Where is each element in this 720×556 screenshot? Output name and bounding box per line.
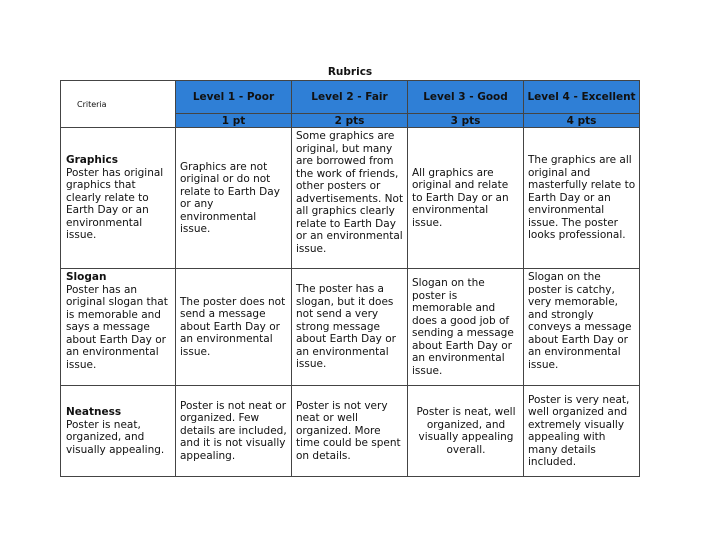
level-1-header: Level 1 - Poor <box>176 81 292 114</box>
criterion-description: Poster is neat, organized, and visually appealing. <box>66 418 165 456</box>
slogan-level-3: Slogan on the poster is memorable and does a good job of sending a message about Earth Day or an environmental issue. <box>408 269 524 386</box>
criterion-description: Poster has an original slogan that is memorable and says a message about Earth Day or an environmental issue. <box>66 283 168 371</box>
level-4-header: Level 4 - Excellent <box>524 81 640 114</box>
criterion-name: Graphics <box>66 154 118 167</box>
rubric-row-graphics <box>61 128 640 269</box>
criterion-description: Poster has original graphics that clearly relate to Earth Day or an environmental issue. <box>66 166 164 242</box>
criterion-name: Slogan <box>66 271 107 283</box>
neatness-level-2: Poster is not very neat or well organized. More time could be spent on details. <box>292 386 408 477</box>
slogan-level-1: The poster does not send a message about Earth Day or an environmental issue. <box>176 269 292 386</box>
criterion-slogan <box>61 269 176 386</box>
graphics-level-1: Graphics are not original or do not relate to Earth Day or any environmental issue. <box>176 128 292 269</box>
level-4-points: 4 pts <box>524 114 640 128</box>
level-3-header: Level 3 - Good <box>408 81 524 114</box>
criteria-header: Criteria <box>61 81 176 128</box>
rubric-row-neatness <box>61 386 640 477</box>
rubric-title: Rubrics <box>61 64 640 81</box>
level-2-points: 2 pts <box>292 114 408 128</box>
slogan-level-2: The poster has a slogan, but it does not send a very strong message about Earth Day or an environmental issue. <box>292 269 408 386</box>
graphics-level-3: All graphics are original and relate to Earth Day or an environmental issue. <box>408 128 524 269</box>
level-3-points: 3 pts <box>408 114 524 128</box>
criterion-graphics <box>61 128 176 269</box>
level-2-header: Level 2 - Fair <box>292 81 408 114</box>
neatness-level-1: Poster is not neat or organized. Few details are included, and it is not visually appealing. <box>176 386 292 477</box>
neatness-level-4: Poster is very neat, well organized and extremely visually appealing with many details included. <box>524 386 640 477</box>
graphics-level-2: Some graphics are original, but many are borrowed from the work of friends, other posters or advertisements. Not all graphics clearly relate to Earth Day or an environmental issue. <box>292 128 408 269</box>
neatness-level-3: Poster is neat, well organized, and visually appealing overall. <box>408 386 524 477</box>
criterion-neatness <box>61 386 176 477</box>
criterion-name: Neatness <box>66 406 122 418</box>
graphics-level-4: The graphics are all original and masterfully relate to Earth Day or an environmental issue. The poster looks professional. <box>524 128 640 269</box>
level-1-points: 1 pt <box>176 114 292 128</box>
slogan-level-4: Slogan on the poster is catchy, very memorable, and strongly conveys a message about Earth Day or an environmental issue. <box>524 269 640 386</box>
rubric-row-slogan <box>61 269 640 386</box>
rubric-table <box>60 64 640 477</box>
